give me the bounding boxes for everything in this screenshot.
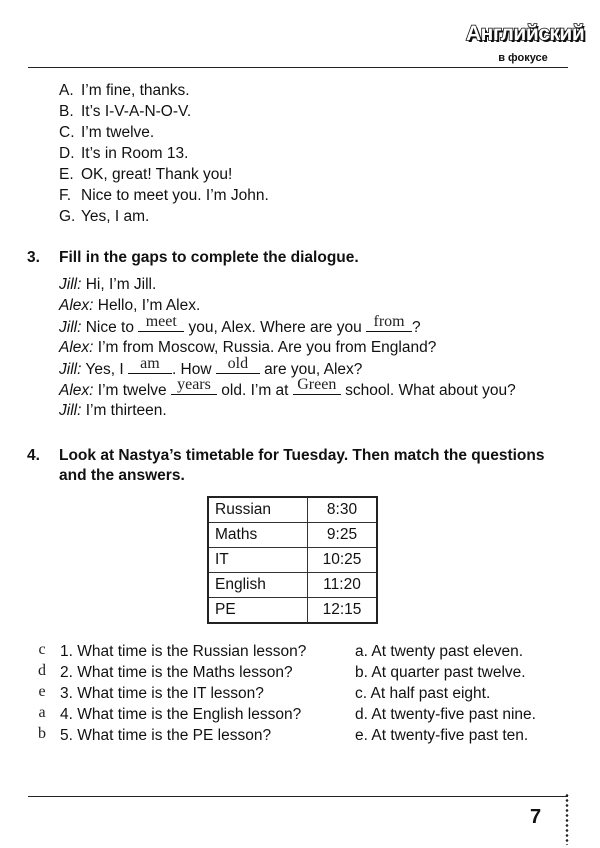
timetable-subject: English [208, 573, 308, 598]
handwritten-answer: Green [297, 376, 337, 393]
timetable-row [208, 573, 377, 598]
handwritten-answer: meet [145, 313, 177, 330]
timetable-time: 11:20 [308, 573, 378, 598]
answer-item: c. At half past eight. [355, 685, 491, 702]
option-c: C. I’m twelve. [59, 124, 155, 141]
timetable-subject: Maths [208, 523, 308, 548]
handwritten-answer: am [140, 355, 160, 372]
speaker: Alex: [59, 382, 94, 399]
handwritten-answer: from [373, 313, 405, 330]
option-a: A. I’m fine, thanks. [59, 82, 190, 99]
speaker: Alex: [59, 339, 94, 356]
gap-blank[interactable] [128, 355, 172, 374]
handwritten-answer[interactable]: e [38, 683, 46, 700]
handwritten-answer[interactable]: c [38, 641, 46, 658]
dialogue-line: Jill: I’m thirteen. [59, 402, 167, 419]
gap-blank[interactable] [171, 376, 217, 395]
timetable-time: 12:15 [308, 598, 378, 624]
answer-item: a. At twenty past eleven. [355, 643, 524, 660]
option-d: D. It’s in Room 13. [59, 145, 189, 162]
timetable-time: 8:30 [308, 497, 378, 523]
handwritten-answer: old [227, 355, 249, 372]
dotted-edge-decoration [565, 793, 569, 845]
footer-divider [28, 796, 568, 797]
gap-blank[interactable] [366, 313, 412, 332]
timetable-subject: IT [208, 548, 308, 573]
dialogue-line: Alex: I’m from Moscow, Russia. Are you from England? [59, 339, 437, 356]
timetable-row [208, 497, 377, 523]
option-b: B. It’s I-V-A-N-O-V. [59, 103, 192, 120]
gap-blank[interactable] [138, 313, 184, 332]
handwritten-answer[interactable]: d [38, 662, 46, 679]
timetable-row [208, 523, 377, 548]
timetable [207, 496, 378, 624]
answer-item: b. At quarter past twelve. [355, 664, 526, 681]
timetable-time: 10:25 [308, 548, 378, 573]
answer-list [355, 641, 536, 746]
option-g: G. Yes, I am. [59, 208, 150, 225]
page-number: 7 [530, 806, 542, 828]
gap-blank[interactable] [293, 376, 341, 395]
answer-item: d. At twenty-five past nine. [355, 706, 536, 723]
header-divider [28, 67, 568, 68]
handwritten-answer[interactable]: a [38, 704, 46, 721]
timetable-time: 9:25 [308, 523, 378, 548]
option-f: F. Nice to meet you. I’m John. [59, 187, 269, 204]
handwritten-answer[interactable]: b [38, 725, 46, 742]
timetable-subject: Russian [208, 497, 308, 523]
dialogue-line: Alex: Hello, I’m Alex. [59, 297, 201, 314]
timetable-subject: PE [208, 598, 308, 624]
speaker: Jill: [59, 319, 82, 336]
dialogue-line: Alex: I’m twelve years old. I’m at Green school. What about you? [59, 376, 516, 399]
dialogue-line: Jill: Nice to meet you, Alex. Where are you from ? [59, 313, 421, 336]
speaker: Jill: [59, 361, 82, 378]
dialogue [59, 274, 516, 421]
logo-subtitle: в фокусе [498, 52, 548, 64]
logo-title: Английский [466, 22, 585, 45]
exercise4-heading: 4. Look at Nastya’s timetable for Tuesday. Then match the questions and the answers. [27, 447, 545, 484]
speaker: Jill: [59, 276, 82, 293]
speaker: Alex: [59, 297, 94, 314]
exercise3-heading: 3. Fill in the gaps to complete the dialogue. [27, 249, 359, 266]
gap-blank[interactable] [216, 355, 260, 374]
book-logo [466, 22, 585, 68]
timetable-row [208, 598, 377, 624]
dialogue-line: Jill: Hi, I’m Jill. [59, 276, 157, 293]
exercise2-options [59, 80, 269, 227]
answer-item: e. At twenty-five past ten. [355, 727, 529, 744]
speaker: Jill: [59, 402, 82, 419]
option-e: E. OK, great! Thank you! [59, 166, 233, 183]
dialogue-line: Jill: Yes, I am . How old are you, Alex? [59, 355, 363, 378]
timetable-row [208, 548, 377, 573]
handwritten-answer: years [177, 376, 211, 393]
